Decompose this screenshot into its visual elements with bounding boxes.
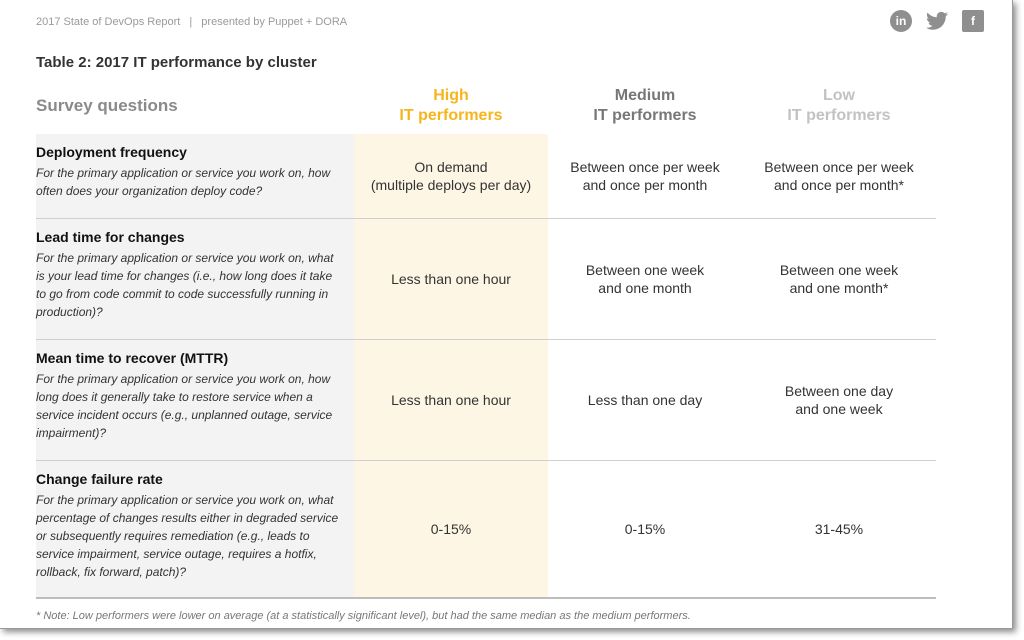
high-value-cell: On demand (multiple deploys per day)	[354, 134, 548, 218]
high-header-line2: IT performers	[399, 107, 503, 124]
question-cell	[36, 219, 354, 339]
facebook-icon[interactable]: f	[962, 10, 984, 32]
question-title: Deployment frequency	[36, 144, 187, 160]
question-text: For the primary application or service you work on, how often does your organization deploy code?	[36, 166, 331, 198]
high-performers-header	[354, 84, 548, 134]
high-value-cell: Less than one hour	[354, 340, 548, 460]
question-text: For the primary application or service you work on, how long does it generally take to restore service when a service incident occurs (e.g., unplanned outage, service impairment)?	[36, 372, 333, 440]
medium-value-cell: Between one week and one month	[585, 262, 705, 296]
high-header-line1: High	[433, 87, 469, 104]
table-row	[36, 134, 936, 219]
low-header-line2: IT performers	[787, 107, 891, 124]
linkedin-icon[interactable]: in	[890, 10, 912, 32]
report-header	[36, 16, 353, 28]
question-cell	[36, 134, 354, 218]
table-row	[36, 461, 936, 599]
question-cell	[36, 461, 354, 597]
medium-value-cell: Less than one day	[587, 392, 703, 408]
question-text: For the primary application or service you work on, what is your lead time for changes (i.e., how long does it take to go from code commit to code successfully running in production)?	[36, 251, 334, 319]
question-cell	[36, 340, 354, 460]
low-value-cell: Between one week and one month*	[779, 262, 899, 296]
question-text: For the primary application or service you work on, what percentage of changes results either in degraded service or subsequently requires remediation (e.g., leads to service impairment, service outage, requires a hotfix, rollback, fix forward, patch)?	[36, 493, 339, 579]
table-header-row	[36, 84, 936, 134]
question-title: Mean time to recover (MTTR)	[36, 350, 229, 366]
twitter-icon[interactable]	[926, 10, 948, 32]
medium-value-cell: Between once per week and once per month	[570, 159, 720, 193]
report-name: 2017 State of DevOps Report	[36, 16, 181, 28]
social-links	[890, 10, 984, 32]
performance-table	[36, 84, 936, 599]
question-title: Change failure rate	[36, 471, 163, 487]
survey-questions-header: Survey questions	[36, 96, 178, 115]
low-value-cell: Between one day and one week	[784, 383, 894, 417]
table-row	[36, 340, 936, 461]
medium-performers-header	[548, 84, 742, 134]
table-row	[36, 219, 936, 340]
low-value-cell: 31-45%	[814, 521, 864, 537]
low-performers-header	[742, 84, 936, 134]
header-separator: |	[189, 16, 193, 28]
low-header-line1: Low	[823, 87, 855, 104]
presented-by: presented by Puppet + DORA	[201, 16, 348, 28]
table-title: Table 2: 2017 IT performance by cluster	[36, 54, 317, 71]
medium-header-line2: IT performers	[593, 107, 697, 124]
high-value-cell: Less than one hour	[354, 219, 548, 339]
high-value-cell: 0-15%	[354, 461, 548, 597]
low-value-cell: Between once per week and once per month*	[764, 159, 914, 193]
footnote: * Note: Low performers were lower on average (at a statistically significant level), but had the same median as the medium performers.	[36, 610, 691, 622]
question-title: Lead time for changes	[36, 229, 185, 245]
medium-header-line1: Medium	[614, 87, 676, 104]
medium-value-cell: 0-15%	[624, 521, 666, 537]
